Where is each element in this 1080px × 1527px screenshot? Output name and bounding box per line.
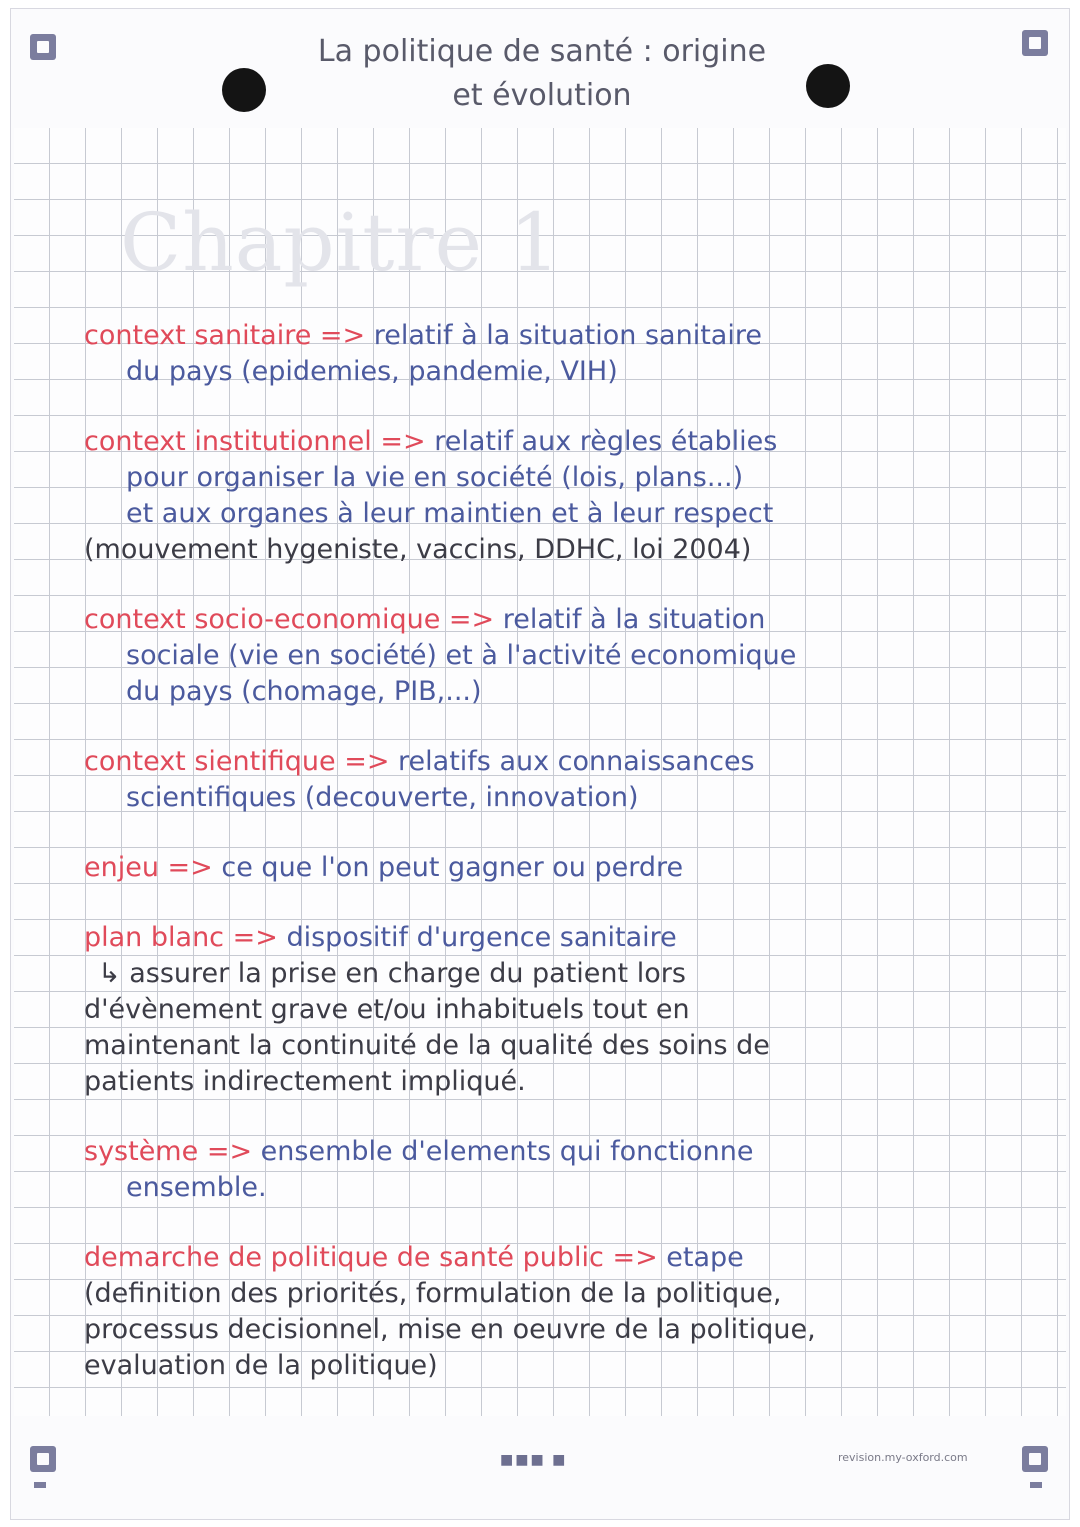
definition: ensemble.	[126, 1172, 267, 1203]
definition-entry	[84, 318, 1034, 390]
definition: etape	[666, 1242, 744, 1273]
definition-entry	[84, 920, 1034, 1100]
arrow: =>	[232, 922, 278, 953]
corner-bar	[1030, 1482, 1042, 1488]
definition-entry	[84, 1240, 1034, 1384]
page-title	[262, 30, 822, 118]
punch-hole	[222, 68, 266, 112]
arrow: =>	[319, 320, 366, 351]
chapter-heading: Chapitre 1	[120, 196, 562, 289]
definition: du pays (chomage, PIB,...)	[126, 676, 482, 707]
notes-body	[84, 318, 1034, 1418]
definition: relatif à la situation sanitaire	[373, 320, 762, 351]
arrow: =>	[612, 1242, 658, 1273]
definition: dispositif d'urgence sanitaire	[286, 922, 677, 953]
corner-mark-icon	[1022, 1446, 1048, 1472]
footer-url: revision.my-oxford.com	[838, 1451, 968, 1464]
term: demarche de politique de santé public	[84, 1242, 604, 1273]
detail: maintenant la continuité de la qualité des soins de	[84, 1030, 770, 1061]
title-line-1: La politique de santé : origine	[317, 34, 767, 69]
page-indicator: ■■■ ■	[500, 1452, 568, 1468]
definition-entry	[84, 850, 1034, 886]
arrow: =>	[344, 746, 390, 777]
detail: processus decisionnel, mise en oeuvre de la politique,	[84, 1314, 816, 1345]
detail: ↳ assurer la prise en charge du patient lors	[98, 958, 686, 989]
definition: du pays (epidemies, pandemie, VIH)	[126, 356, 618, 387]
corner-bar	[34, 1482, 46, 1488]
corner-mark-icon	[1022, 30, 1048, 56]
definition: (mouvement hygeniste, vaccins, DDHC, loi 2004)	[84, 534, 752, 565]
definition-entry	[84, 744, 1034, 816]
term: context socio-economique	[84, 604, 441, 635]
term: context institutionnel	[84, 426, 372, 457]
definition: sociale (vie en société) et à l'activité economique	[126, 640, 797, 671]
definition-entry	[84, 424, 1034, 568]
arrow: =>	[448, 604, 495, 635]
definition: ce que l'on peut gagner ou perdre	[221, 852, 684, 883]
term: plan blanc	[84, 922, 225, 953]
definition: et aux organes à leur maintien et à leur respect	[126, 498, 774, 529]
corner-mark-icon	[30, 34, 56, 60]
term: système	[84, 1136, 199, 1167]
detail: patients indirectement impliqué.	[84, 1066, 526, 1097]
definition: relatifs aux connaissances	[398, 746, 755, 777]
detail: (definition des priorités, formulation de la politique,	[84, 1278, 782, 1309]
definition: relatif aux règles établies	[434, 426, 778, 457]
definition: pour organiser la vie en société (lois, plans...)	[126, 462, 744, 493]
detail: evaluation de la politique)	[84, 1350, 438, 1381]
definition: ensemble d'elements qui fonctionne	[260, 1136, 754, 1167]
title-line-2: et évolution	[452, 78, 632, 113]
definition-entry	[84, 602, 1034, 710]
definition-entry	[84, 1134, 1034, 1206]
arrow: =>	[380, 426, 426, 457]
corner-mark-icon	[30, 1446, 56, 1472]
definition: scientifiques (decouverte, innovation)	[126, 782, 639, 813]
definition: relatif à la situation	[502, 604, 766, 635]
term: context sientifique	[84, 746, 336, 777]
term: context sanitaire	[84, 320, 312, 351]
term: enjeu	[84, 852, 159, 883]
arrow: =>	[167, 852, 213, 883]
arrow: =>	[206, 1136, 253, 1167]
detail: d'évènement grave et/ou inhabituels tout en	[84, 994, 690, 1025]
